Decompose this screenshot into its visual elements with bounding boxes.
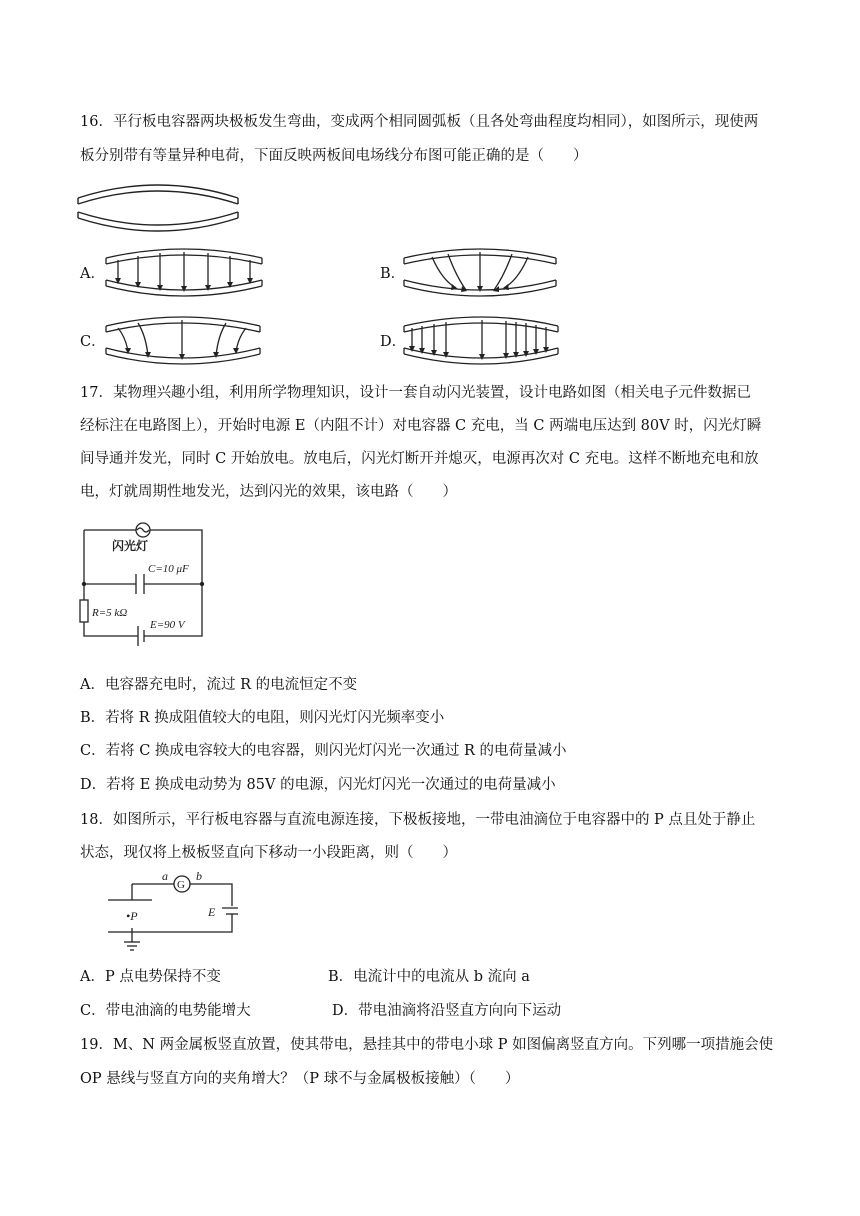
galvanometer-g-label: G: [177, 879, 185, 891]
q17-circuit-diagram: [76, 518, 210, 648]
q17-stem-line-1: 17．某物理兴趣小组，利用所学物理知识，设计一套自动闪光装置，设计电路如图（相关电子元件数据已: [80, 385, 751, 401]
capacitor-label: C=10 μF: [148, 563, 189, 575]
q17-stem-line-3: 间导通并发光，同时 C 开始放电。放电后，闪光灯断开并熄灭，电源再次对 C 充电。这样不断地充电和放: [80, 451, 759, 467]
q16-stem-line-2: 板分别带有等量异种电荷，下面反映两板间电场线分布图可能正确的是（ ）: [80, 148, 588, 164]
q16-option-c-figure: [104, 308, 264, 370]
q16-bent-plates-figure: [76, 176, 240, 232]
emf-label: E=90 V: [150, 619, 185, 631]
q17-option-d: D．若将 E 换成电动势为 85V 的电源，闪光灯闪光一次通过的电荷量减小: [80, 777, 556, 793]
q17-stem-line-4: 电，灯就周期性地发光，达到闪光的效果，该电路（ ）: [80, 484, 457, 500]
q16-option-a-figure: [104, 240, 266, 302]
q18-circuit-diagram: [104, 870, 238, 958]
q17-option-b: B．若将 R 换成阻值较大的电阻，则闪光灯闪光频率变小: [80, 710, 445, 726]
resistor-label: R=5 kΩ: [92, 607, 128, 619]
node-b-label: b: [196, 870, 202, 883]
q18-option-c: C．带电油滴的电势能增大: [80, 1003, 251, 1019]
q16-stem-line-1: 16．平行板电容器两块极板发生弯曲，变成两个相同圆弧板（且各处弯曲程度均相同），如图所示，现使两: [80, 114, 759, 130]
q16-option-b-label: B．: [380, 266, 406, 282]
q19-stem-line-1: 19．M、N 两金属板竖直放置，使其带电，悬挂其中的带电小球 P 如图偏离竖直方向。下列哪一项措施会使: [80, 1037, 774, 1053]
q18-stem-line-1: 18．如图所示，平行板电容器与直流电源连接，下极板接地，一带电油滴位于电容器中的 P 点且处于静止: [80, 812, 756, 828]
q18-option-d: D．带电油滴将沿竖直方向向下运动: [332, 1003, 562, 1019]
lamp-label: 闪光灯: [112, 539, 149, 553]
source-e-label: E: [208, 905, 216, 919]
q16-option-a-label: A．: [80, 266, 105, 282]
q17-option-c: C．若将 C 换成电容较大的电容器，则闪光灯闪光一次通过 R 的电荷量减小: [80, 743, 567, 759]
q18-option-a: A．P 点电势保持不变: [80, 969, 221, 985]
q18-option-b: B．电流计中的电流从 b 流向 a: [328, 969, 530, 985]
q16-option-b-figure: [402, 240, 560, 302]
q19-stem-line-2: OP 悬线与竖直方向的夹角增大？（P 球不与金属极板接触）（ ）: [80, 1071, 520, 1087]
node-a-label: a: [162, 870, 168, 883]
q18-stem-line-2: 状态，现仅将上极板竖直向下移动一小段距离，则（ ）: [80, 845, 457, 861]
q17-option-a: A．电容器充电时，流过 R 的电流恒定不变: [80, 677, 358, 693]
q16-option-d-label: D．: [380, 334, 407, 350]
q16-option-c-label: C．: [80, 334, 106, 350]
q16-option-d-figure: [402, 308, 562, 370]
point-p-label: •P: [126, 909, 138, 923]
q17-stem-line-2: 经标注在电路图上），开始时电源 E（内阻不计）对电容器 C 充电，当 C 两端电压达到 80V 时，闪光灯瞬: [80, 418, 762, 434]
